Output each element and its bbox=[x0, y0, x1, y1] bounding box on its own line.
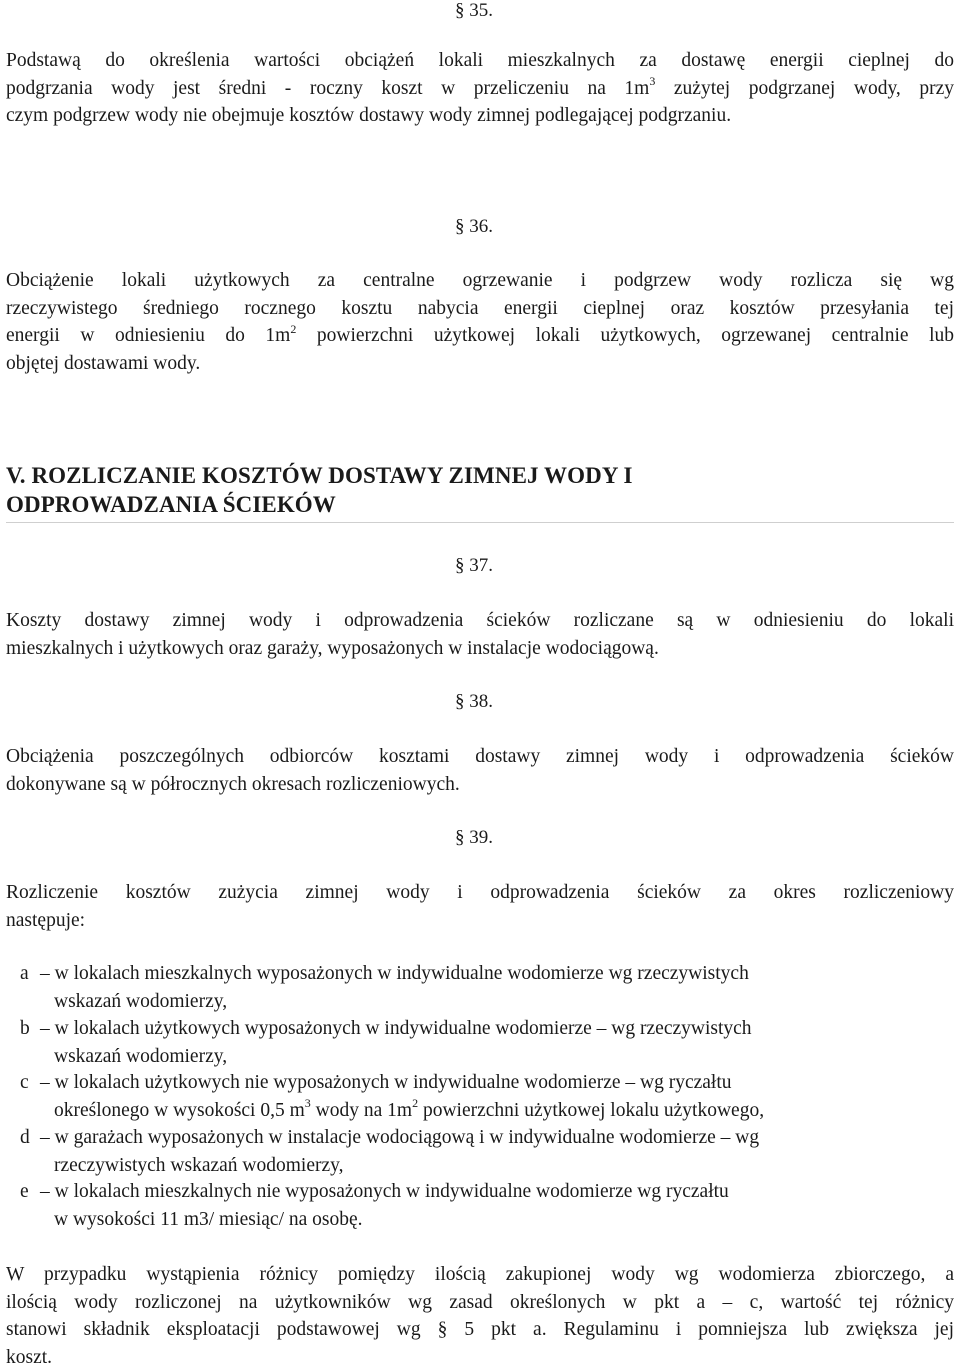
list-letter: a bbox=[20, 960, 29, 988]
chapter-heading-line-1: V. ROZLICZANIE KOSZTÓW DOSTAWY ZIMNEJ WODY I bbox=[6, 461, 954, 490]
section-35-number: § 35. bbox=[455, 0, 493, 22]
paragraph-35-line-2 bbox=[6, 75, 954, 103]
superscript: 2 bbox=[290, 322, 296, 336]
list-item-line-1: – w lokalach mieszkalnych nie wyposażonych w indywidualne wodomierze wg ryczałtu bbox=[40, 1178, 944, 1206]
list-letter: c bbox=[20, 1069, 29, 1097]
list-item-body bbox=[40, 1124, 944, 1179]
text-fragment: powierzchni użytkowej lokalu użytkowego, bbox=[418, 1100, 764, 1121]
paragraph-35 bbox=[6, 47, 954, 130]
paragraph-final-line-3: stanowi składnik eksploatacji podstawowej wg § 5 pkt a. Regulaminu i pomniejsza lub zwiększa jej bbox=[6, 1316, 954, 1344]
paragraph-38 bbox=[6, 743, 954, 798]
list-item-line-2: w wysokości 11 m3/ miesiąc/ na osobę. bbox=[40, 1206, 944, 1234]
list-item-line-1: – w lokalach mieszkalnych wyposażonych w indywidualne wodomierze wg rzeczywistych bbox=[40, 960, 944, 988]
paragraph-39-line-1: Rozliczenie kosztów zużycia zimnej wody i odprowadzenia ścieków za okres rozliczeniowy bbox=[6, 879, 954, 907]
paragraph-38-line-1: Obciążenia poszczególnych odbiorców kosztami dostawy zimnej wody i odprowadzenia ścieków bbox=[6, 743, 954, 771]
paragraph-final-line-1: W przypadku wystąpienia różnicy pomiędzy ilością zakupionej wody wg wodomierza zbiorczego, a bbox=[6, 1261, 954, 1289]
section-38-number: § 38. bbox=[455, 691, 493, 713]
chapter-heading bbox=[6, 461, 954, 519]
text-fragment: energii w odniesieniu do 1m bbox=[6, 325, 290, 346]
list-item-line-2 bbox=[40, 1097, 944, 1125]
list-item-line-1: – w lokalach użytkowych nie wyposażonych w indywidualne wodomierze – wg ryczałtu bbox=[40, 1069, 944, 1097]
paragraph-final-line-4: koszt. bbox=[6, 1344, 954, 1371]
superscript: 3 bbox=[649, 74, 655, 88]
paragraph-final-line-2: ilością wody rozliczonej na użytkowników wg zasad określonych w pkt a – c, wartość tej różnicy bbox=[6, 1289, 954, 1317]
list-item-body bbox=[40, 960, 944, 1015]
paragraph-36-line-4: objętej dostawami wody. bbox=[6, 350, 954, 378]
text-fragment: podgrzania wody jest średni - roczny koszt w przeliczeniu na 1m bbox=[6, 78, 649, 99]
paragraph-39 bbox=[6, 879, 954, 934]
paragraph-final bbox=[6, 1261, 954, 1371]
list-item-line-2: wskazań wodomierzy, bbox=[40, 1043, 944, 1071]
text-fragment: zużytej podgrzanej wody, przy bbox=[655, 78, 954, 99]
heading-divider bbox=[6, 522, 954, 523]
paragraph-35-line-1: Podstawą do określenia wartości obciążeń lokali mieszkalnych za dostawę energii cieplnej do bbox=[6, 47, 954, 75]
list-item-body bbox=[40, 1069, 944, 1124]
paragraph-37-line-2: mieszkalnych i użytkowych oraz garaży, wyposażonych w instalacje wodociągową. bbox=[6, 635, 954, 663]
paragraph-35-line-3: czym podgrzew wody nie obejmuje kosztów dostawy wody zimnej podlegającej podgrzaniu. bbox=[6, 102, 954, 130]
section-37-number: § 37. bbox=[455, 555, 493, 577]
section-36-number: § 36. bbox=[455, 216, 493, 238]
list-letter: d bbox=[20, 1124, 30, 1152]
text-fragment: powierzchni użytkowej lokali użytkowych, ogrzewanej centralnie lub bbox=[296, 325, 954, 346]
paragraph-36-line-3 bbox=[6, 322, 954, 350]
list-item-line-1: – w garażach wyposażonych w instalacje wodociągową i w indywidualne wodomierze – wg bbox=[40, 1124, 944, 1152]
text-fragment: określonego w wysokości 0,5 m bbox=[54, 1100, 305, 1121]
list-item-body bbox=[40, 1178, 944, 1233]
paragraph-37-line-1: Koszty dostawy zimnej wody i odprowadzenia ścieków rozliczane są w odniesieniu do lokali bbox=[6, 607, 954, 635]
section-39-number: § 39. bbox=[455, 827, 493, 849]
list-item-body bbox=[40, 1015, 944, 1070]
paragraph-36-line-2: rzeczywistego średniego rocznego kosztu nabycia energii cieplnej oraz kosztów przesyłania tej bbox=[6, 295, 954, 323]
superscript: 2 bbox=[412, 1096, 418, 1110]
list-item-line-2: rzeczywistych wskazań wodomierzy, bbox=[40, 1152, 944, 1180]
paragraph-37 bbox=[6, 607, 954, 662]
superscript: 3 bbox=[305, 1096, 311, 1110]
list-letter: e bbox=[20, 1178, 29, 1206]
paragraph-38-line-2: dokonywane są w półrocznych okresach rozliczeniowych. bbox=[6, 771, 954, 799]
list-item-line-1: – w lokalach użytkowych wyposażonych w indywidualne wodomierze – wg rzeczywistych bbox=[40, 1015, 944, 1043]
text-fragment: wody na 1m bbox=[311, 1100, 412, 1121]
list-letter: b bbox=[20, 1015, 30, 1043]
document-page bbox=[6, 0, 954, 1366]
list-item-line-2: wskazań wodomierzy, bbox=[40, 988, 944, 1016]
paragraph-36 bbox=[6, 267, 954, 377]
paragraph-39-line-2: następuje: bbox=[6, 907, 954, 935]
paragraph-36-line-1: Obciążenie lokali użytkowych za centralne ogrzewanie i podgrzew wody rozlicza się wg bbox=[6, 267, 954, 295]
chapter-heading-line-2: ODPROWADZANIA ŚCIEKÓW bbox=[6, 490, 954, 519]
